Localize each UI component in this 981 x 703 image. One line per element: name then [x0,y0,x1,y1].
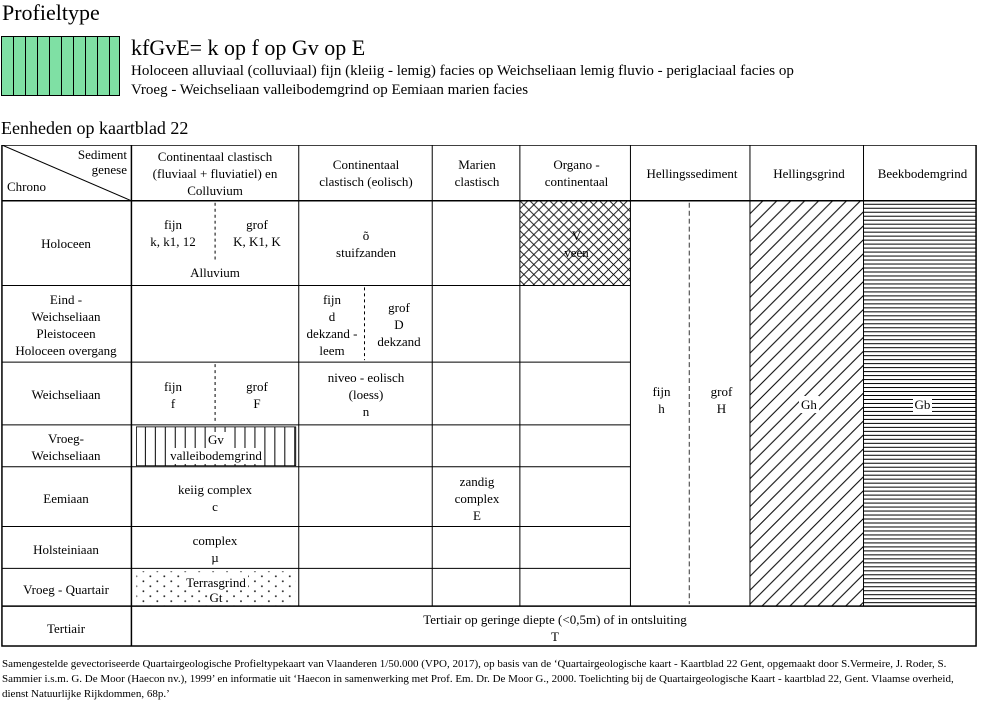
cell-weichseliaan-grof: grof F [246,378,268,411]
cell-hellingsgrind: Gh [801,396,817,412]
cell-holsteiniaan-complex: complex µ [192,533,238,565]
cell-holoceen-alluvium: Alluvium [190,264,240,280]
cell-eind-grof: grof D dekzand [377,300,421,349]
cell-eemiaan-keiig-complex: keiig complex c [177,482,252,514]
col-header-cont-clastic: Continentaal clastisch (fluviaal + fluviatiel) en Colluvium [152,148,278,198]
cell-beekbodemgrind: Gb [914,396,931,412]
row-header-vroeg-weichseliaan: Vroeg- Weichseliaan [31,431,101,463]
row-header-tertiair: Tertiair [46,620,86,636]
profile-color-swatch [1,36,120,96]
col-header-hellingssediment: Hellingssediment [646,165,738,181]
cell-terrasgrind: Terrasgrind Gt [186,575,246,605]
cell-holoceen-fijn: fijn k, k1, 12 [150,217,196,249]
corner-genese: genese [91,162,127,177]
col-header-beekbodemgrind: Beekbodemgrind [877,165,968,181]
col-header-hellingsgrind: Hellingsgrind [773,165,845,181]
section-title: Eenheden op kaartblad 22 [1,118,189,138]
corner-header [1,145,131,201]
col-header-organo: Organo - continentaal [544,157,609,189]
corner-sediment: Sediment [77,147,127,162]
cell-hellingssediment-fijn: fijn h [652,384,671,416]
source-footnote: Samengestelde gevectoriseerde Quartairgeologische Profieltypekaart van Vlaanderen 1/50.000 (VPO, 2017), op basis van de ‘Quartairgeologische kaart - Kaartblad 22 Gent, opgemaakt door S.Vermeire, J. Roder, S. Sammier i.s.m. G. De Moor (Haecon nv.), 1999’ en informatie uit ‘Haecon in samenwerking met Prof. Em. Dr. De Moor G., 2000. Toelichting bij de Quartairgeologische Kaart - kaartblad 22, Gent. Vlaamse overheid, dienst Natuurlijke Rijkdommen, 68p.’ [2,658,954,700]
corner-chrono: Chrono [7,179,46,194]
row-header-eind-weichseliaan: Eind - Weichseliaan Pleistoceen Holoceen overgang [15,291,117,358]
row-header-weichseliaan: Weichseliaan [31,387,101,402]
cell-holoceen-veen: V veen [564,227,589,260]
cell-valleibodemgrind: Gv valleibodemgrind [170,431,262,463]
cell-holoceen-stuifzanden: õ stuifzanden [336,227,396,260]
row-header-vroeg-quartair: Vroeg - Quartair [23,581,109,597]
col-header-marine: Marien clastisch [454,157,500,189]
cell-weichseliaan-loess: niveo - eolisch (loess) n [327,370,405,419]
cell-holoceen-grof: grof K, K1, K [233,217,281,249]
row-header-holsteiniaan: Holsteiniaan [33,541,99,557]
cell-weichseliaan-fijn: fijn f [163,378,183,411]
cell-tertiair: Tertiair op geringe diepte (<0,5m) of in ontsluiting T [423,612,687,644]
row-header-holoceen: Holoceen [41,236,91,251]
description-line-2: Vroeg - Weichseliaan valleibodemgrind op Eemiaan marien facies [131,82,529,98]
profile-description [131,62,971,100]
cell-eind-fijn: fijn d dekzand - leem [306,291,358,358]
row-header-eemiaan: Eemiaan [43,490,89,506]
cell-hellingssediment-grof: grof H [710,384,733,416]
profile-code: kfGvE= k op f op Gv op E [131,35,366,60]
page-title: Profieltype [2,0,100,25]
description-line-1: Holoceen alluviaal (colluviaal) fijn (kleiig - lemig) facies op Weichseliaan lemig fluvio - periglaciaal facies op [131,63,794,79]
col-header-cont-eolian: Continentaal clastisch (eolisch) [319,157,413,189]
cell-eemiaan-zandig-complex: zandig complex E [454,473,500,523]
